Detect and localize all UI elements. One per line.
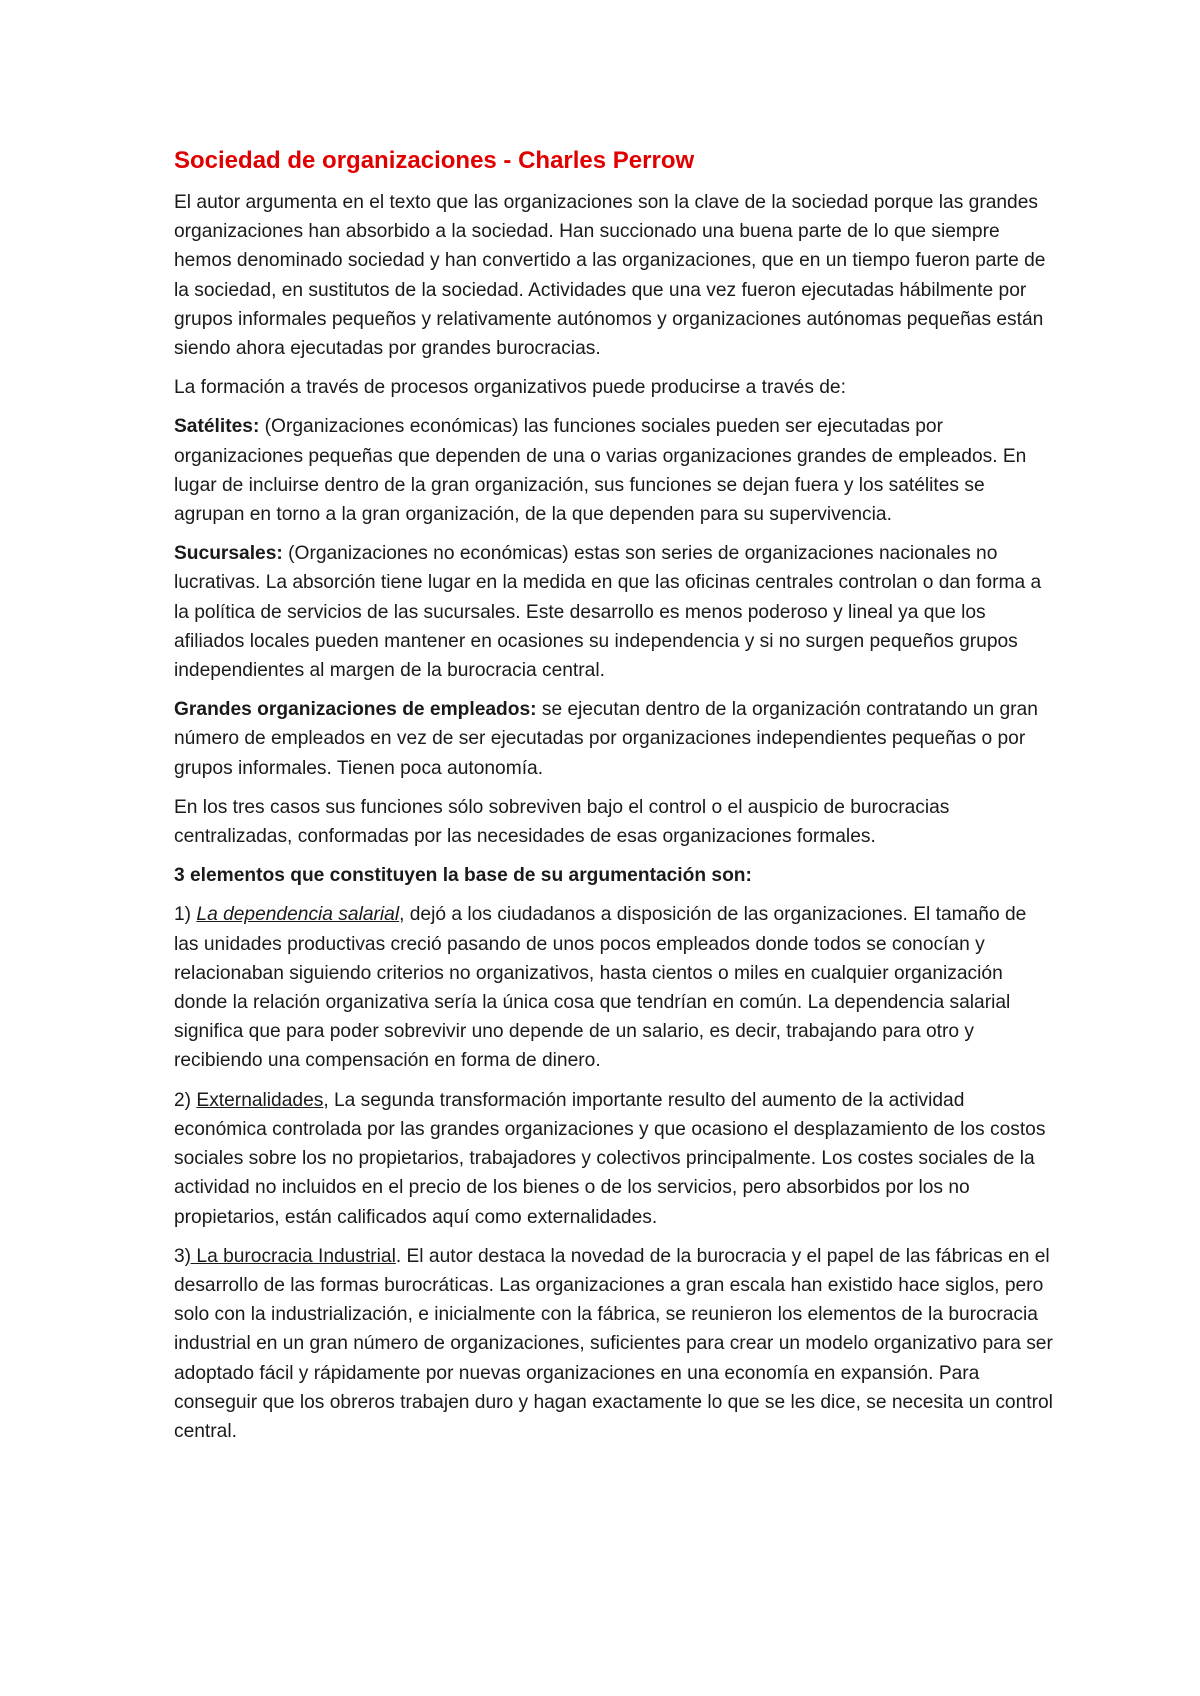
document-title: Sociedad de organizaciones - Charles Perrow [174,147,695,174]
intro-paragraph: El autor argumenta en el texto que las organizaciones son la clave de la sociedad porque las grandes organizaciones han absorbido a la sociedad. Han succionado una buena parte de lo que siempre hemos denominado sociedad y han convertido a las organizaciones, que en un tiempo fueron parte de la sociedad, en sustitutos de la sociedad. Actividades que una vez fueron ejecutadas hábilmente por grupos informales pequeños y relativamente autónomos y organizaciones autónomas pequeñas están siendo ahora ejecutadas por grandes burocracias. [174,192,1046,360]
satelites-colon: : [252,416,260,438]
element3-number: 3 [174,1245,185,1267]
elements-heading: 3 elementos que constituyen la base de su argumentación son: [174,865,752,887]
grandes-paragraph [174,695,1054,783]
element2-paragraph [174,1086,1054,1232]
element1-number: 1) [174,904,197,926]
element2-number: 2) [174,1089,197,1111]
sucursales-colon: : [276,543,283,565]
element2-term: Externalidades [196,1089,324,1111]
document-page [174,146,1054,1456]
element1-paragraph [174,900,1054,1075]
grandes-colon: : [530,699,537,721]
satelites-paragraph [174,412,1054,529]
element3-paragraph [174,1242,1054,1446]
sucursales-text: (Organizaciones no económicas) estas son series de organizaciones nacionales no lucrativas. La absorción tiene lugar en la medida en que las oficinas centrales controlan o dan forma a la política de servicios de las sucursales. Este desarrollo es menos poderoso y lineal ya que los afiliados locales pueden mantener en ocasiones su independencia y si no surgen pequeños grupos independientes al margen de la burocracia central. [174,543,1042,682]
grandes-text: se ejecutan dentro de la organización contratando un gran número de empleados en vez de ser ejecutadas por organizaciones independientes pequeñas o por grupos informales. Tienen poca autonomía. [174,699,1038,779]
grandes-term: Grandes organizaciones de empleados [174,699,531,721]
element1-text: , dejó a los ciudadanos a disposición de las organizaciones. El tamaño de las unidades productivas creció pasando de unos pocos empleados donde todos se conocían y relacionaban siguiendo criterios no organizativos, hasta cientos o miles en cualquier organización donde la relación organizativa sería la única cosa que tendrían en común. La dependencia salarial significa que para poder sobrevivir uno depende de un salario, es decir, trabajando para otro y recibiendo una compensación en forma de dinero. [174,904,1027,1072]
satelites-text: (Organizaciones económicas) las funciones sociales pueden ser ejecutadas por organizaciones pequeñas que dependen de una o varias organizaciones grandes de empleados. En lugar de incluirse dentro de la gran organización, sus funciones se dejan fuera y los satélites se agrupan en torno a la gran organización, de la que dependen para su supervivencia. [174,416,1027,526]
element3-term: ) La burocracia Industrial [184,1245,396,1267]
formation-intro-paragraph: La formación a través de procesos organizativos puede producirse a través de: [174,377,846,399]
element2-text: , La segunda transformación importante resulto del aumento de la actividad económica controlada por las grandes organizaciones y que ocasiono el desplazamiento de los costos sociales sobre los no propietarios, trabajadores y colectivos principalmente. Los costes sociales de la actividad no incluidos en el precio de los bienes o de los servicios, pero absorbidos por los no propietarios, están calificados aquí como externalidades. [174,1089,1046,1228]
satelites-term: Satélites [174,416,253,438]
tres-casos-paragraph: En los tres casos sus funciones sólo sobreviven bajo el control o el auspicio de burocracias centralizadas, conformadas por las necesidades de esas organizaciones formales. [174,796,950,848]
element1-term: La dependencia salarial [196,904,400,926]
sucursales-paragraph [174,539,1054,685]
element3-text: . El autor destaca la novedad de la burocracia y el papel de las fábricas en el desarrollo de las formas burocráticas. Las organizaciones a gran escala han existido hace siglos, pero solo con la industrialización, e inicialmente con la fábrica, se reunieron los elementos de la burocracia industrial en un gran número de organizaciones, suficientes para crear un modelo organizativo para ser adoptado fácil y rápidamente por nuevas organizaciones en una economía en expansión. Para conseguir que los obreros trabajen duro y hagan exactamente lo que se les dice, se necesita un control central. [174,1245,1053,1442]
sucursales-term: Sucursales [174,543,277,565]
